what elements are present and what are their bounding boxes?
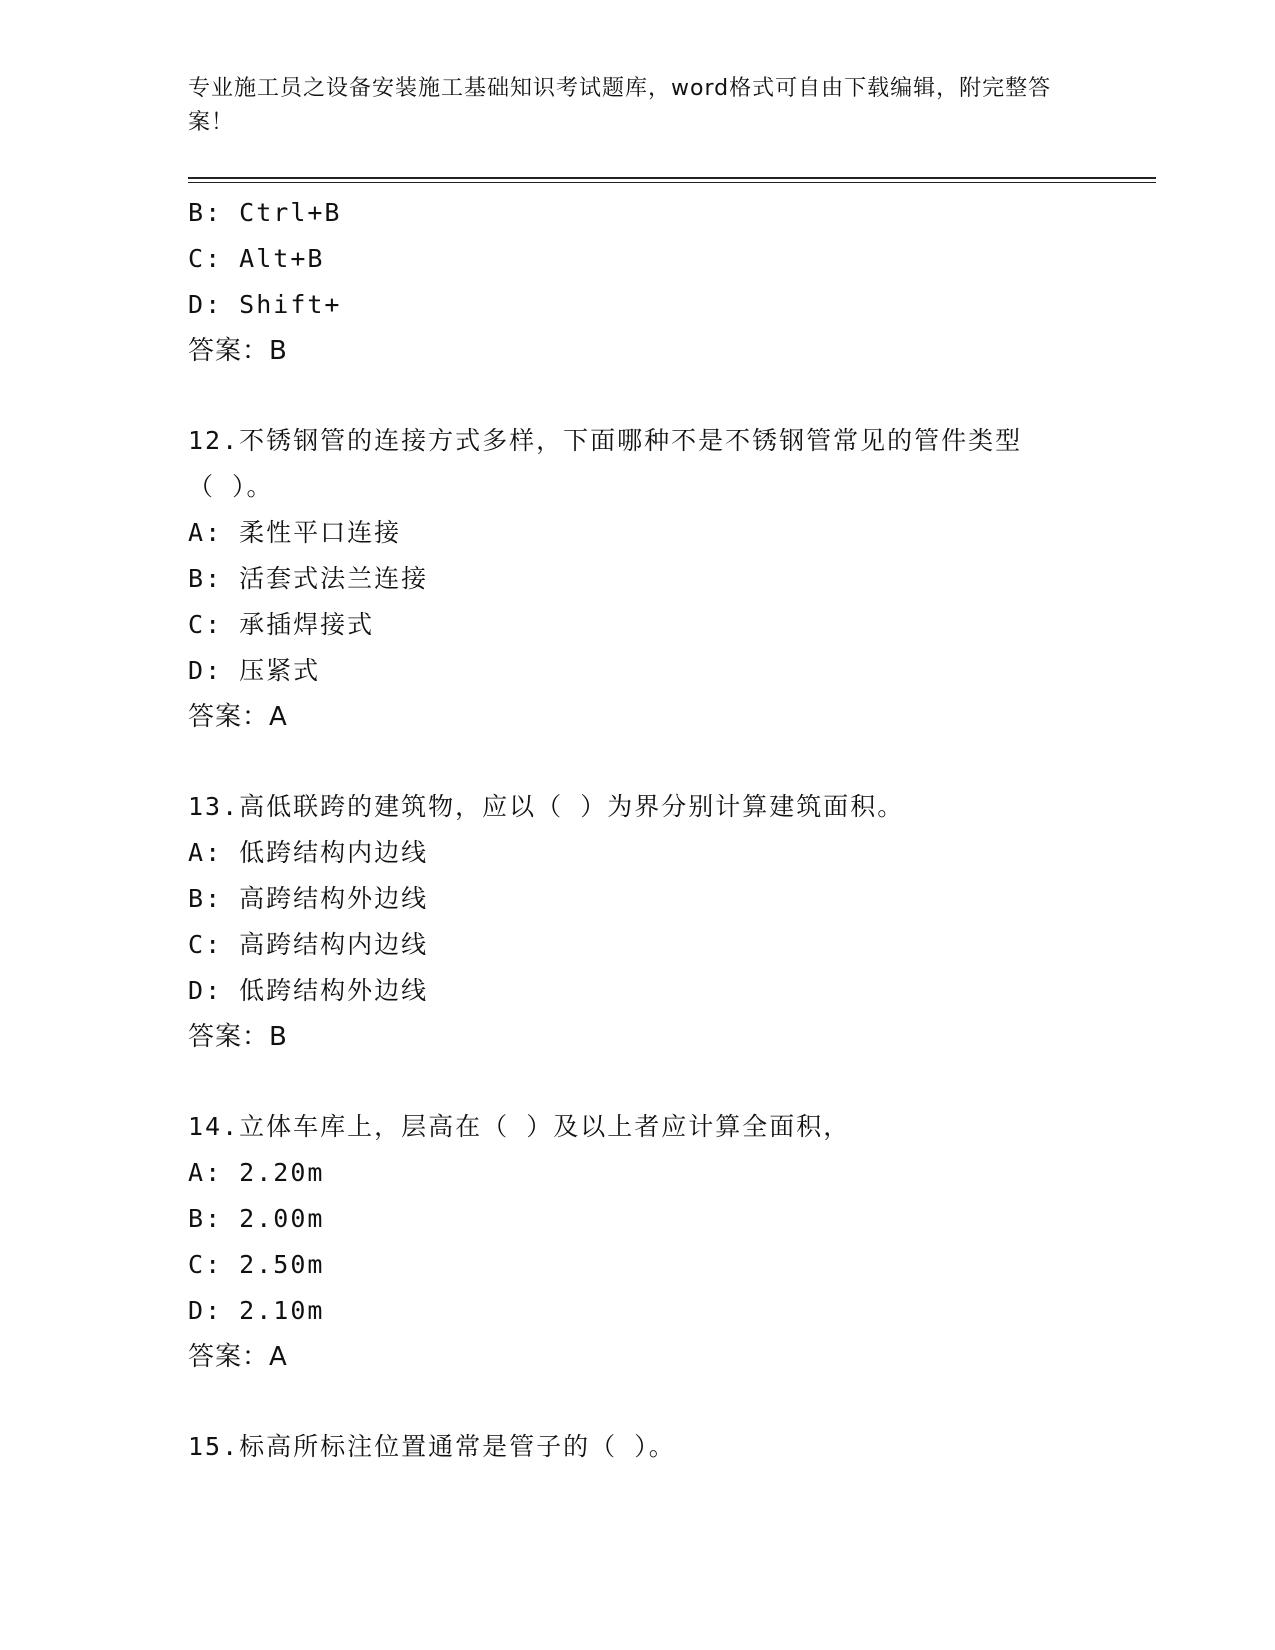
answer-value: A — [269, 702, 288, 732]
answer-line — [188, 328, 1148, 374]
option-b: B: 2.00m — [188, 1204, 325, 1233]
option-key: B — [188, 564, 206, 593]
option-key: D — [188, 1296, 206, 1325]
question-13-text: 13.高低联跨的建筑物，应以（ ）为界分别计算建筑面积。 — [188, 792, 905, 821]
question-list — [188, 190, 1148, 1470]
page-header: 专业施工员之设备安装施工基础知识考试题库，word格式可自由下载编辑，附完整答案！ — [188, 76, 1052, 135]
header-divider — [188, 177, 1156, 183]
option-key: D — [188, 656, 206, 685]
option-text: 承插焊接式 — [239, 610, 375, 639]
option-d: D: 压紧式 — [188, 656, 321, 685]
option-key: A — [188, 838, 206, 867]
option-key: B — [188, 198, 206, 227]
option-text: 2.10m — [239, 1296, 325, 1325]
option-b: B: 高跨结构外边线 — [188, 884, 429, 913]
option-key: D — [188, 290, 206, 319]
option-key: B — [188, 884, 206, 913]
option-text: 2.20m — [239, 1158, 325, 1187]
question-12-text: 12.不锈钢管的连接方式多样，下面哪种不是不锈钢管常见的管件类型 — [188, 426, 1023, 455]
option-d: D: Shift+ — [188, 290, 342, 319]
answer-label: 答案： — [188, 702, 270, 732]
option-text: Alt+B — [239, 244, 325, 273]
option-a: A: 柔性平口连接 — [188, 518, 402, 547]
answer-line — [188, 1014, 1148, 1060]
option-c: C: 高跨结构内边线 — [188, 930, 429, 959]
option-key: C — [188, 1250, 206, 1279]
answer-label: 答案： — [188, 1342, 270, 1372]
option-text: 2.50m — [239, 1250, 325, 1279]
option-text: 高跨结构内边线 — [239, 930, 429, 959]
option-c: C: 承插焊接式 — [188, 610, 375, 639]
question-12-text-cont: （ ）。 — [188, 472, 274, 501]
option-key: A — [188, 1158, 206, 1187]
option-b: B: Ctrl+B — [188, 198, 342, 227]
option-b: B: 活套式法兰连接 — [188, 564, 429, 593]
option-text: 高跨结构外边线 — [239, 884, 429, 913]
option-text: 压紧式 — [239, 656, 321, 685]
option-c: C: 2.50m — [188, 1250, 325, 1279]
option-a: A: 低跨结构内边线 — [188, 838, 429, 867]
option-key: D — [188, 976, 206, 1005]
option-key: A — [188, 518, 206, 547]
answer-label: 答案： — [188, 336, 270, 366]
answer-label: 答案： — [188, 1022, 270, 1052]
option-text: Shift+ — [239, 290, 342, 319]
answer-line — [188, 694, 1148, 740]
answer-line — [188, 1334, 1148, 1380]
answer-value: B — [269, 1022, 288, 1052]
option-key: C — [188, 610, 206, 639]
option-text: 低跨结构外边线 — [239, 976, 429, 1005]
option-c: C: Alt+B — [188, 244, 325, 273]
option-text: 低跨结构内边线 — [239, 838, 429, 867]
option-text: Ctrl+B — [239, 198, 342, 227]
question-14-text: 14.立体车库上，层高在（ ）及以上者应计算全面积， — [188, 1112, 851, 1141]
option-key: C — [188, 930, 206, 959]
option-a: A: 2.20m — [188, 1158, 325, 1187]
option-key: B — [188, 1204, 206, 1233]
option-d: D: 低跨结构外边线 — [188, 976, 429, 1005]
option-text: 2.00m — [239, 1204, 325, 1233]
answer-value: B — [269, 336, 288, 366]
question-15-text: 15.标高所标注位置通常是管子的（ ）。 — [188, 1432, 676, 1461]
option-d: D: 2.10m — [188, 1296, 325, 1325]
option-text: 活套式法兰连接 — [239, 564, 429, 593]
answer-value: A — [269, 1342, 288, 1372]
option-key: C — [188, 244, 206, 273]
option-text: 柔性平口连接 — [239, 518, 402, 547]
